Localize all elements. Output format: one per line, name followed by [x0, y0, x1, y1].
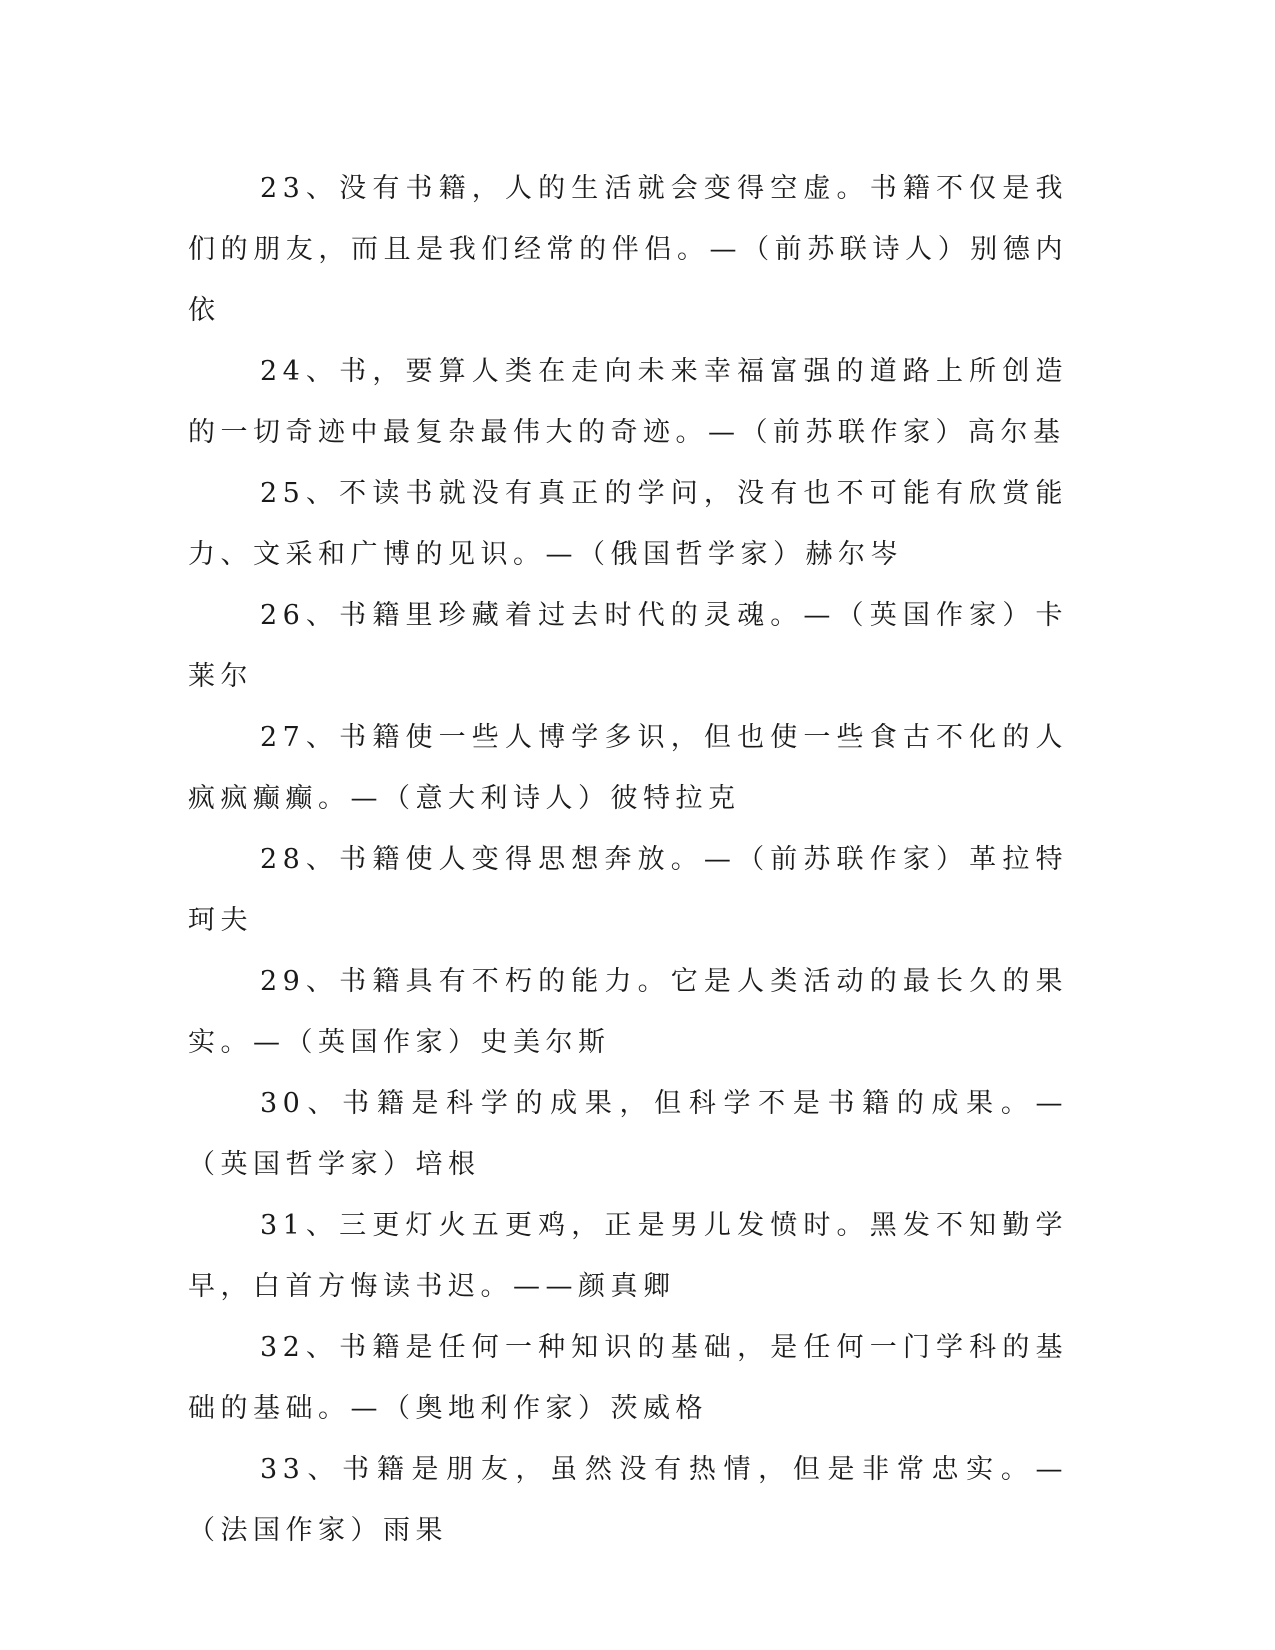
quote-27: 27、书籍使一些人博学多识，但也使一些食古不化的人疯疯癫癫。—（意大利诗人）彼特拉克 [188, 722, 1068, 814]
quote-25: 25、不读书就没有真正的学问，没有也不可能有欣赏能力、文采和广博的见识。—（俄国哲学家）赫尔岑 [188, 478, 1068, 570]
quote-30: 30、书籍是科学的成果，但科学不是书籍的成果。—（英国哲学家）培根 [188, 1088, 1068, 1180]
quote-26: 26、书籍里珍藏着过去时代的灵魂。—（英国作家）卡莱尔 [188, 600, 1068, 692]
quote-28: 28、书籍使人变得思想奔放。—（前苏联作家）革拉特珂夫 [188, 844, 1068, 936]
quote-33: 33、书籍是朋友，虽然没有热情，但是非常忠实。—（法国作家）雨果 [188, 1454, 1068, 1546]
quote-23: 23、没有书籍，人的生活就会变得空虚。书籍不仅是我们的朋友，而且是我们经常的伴侣。—（前苏联诗人）别德内依 [188, 173, 1068, 326]
quote-31: 31、三更灯火五更鸡，正是男儿发愤时。黑发不知勤学早，白首方悔读书迟。——颜真卿 [188, 1210, 1068, 1302]
quote-24: 24、书，要算人类在走向未来幸福富强的道路上所创造的一切奇迹中最复杂最伟大的奇迹。—（前苏联作家）高尔基 [188, 356, 1068, 448]
quote-29: 29、书籍具有不朽的能力。它是人类活动的最长久的果实。—（英国作家）史美尔斯 [188, 966, 1068, 1058]
quote-list [188, 158, 1068, 1561]
quote-32: 32、书籍是任何一种知识的基础，是任何一门学科的基础的基础。—（奥地利作家）茨威格 [188, 1332, 1068, 1424]
